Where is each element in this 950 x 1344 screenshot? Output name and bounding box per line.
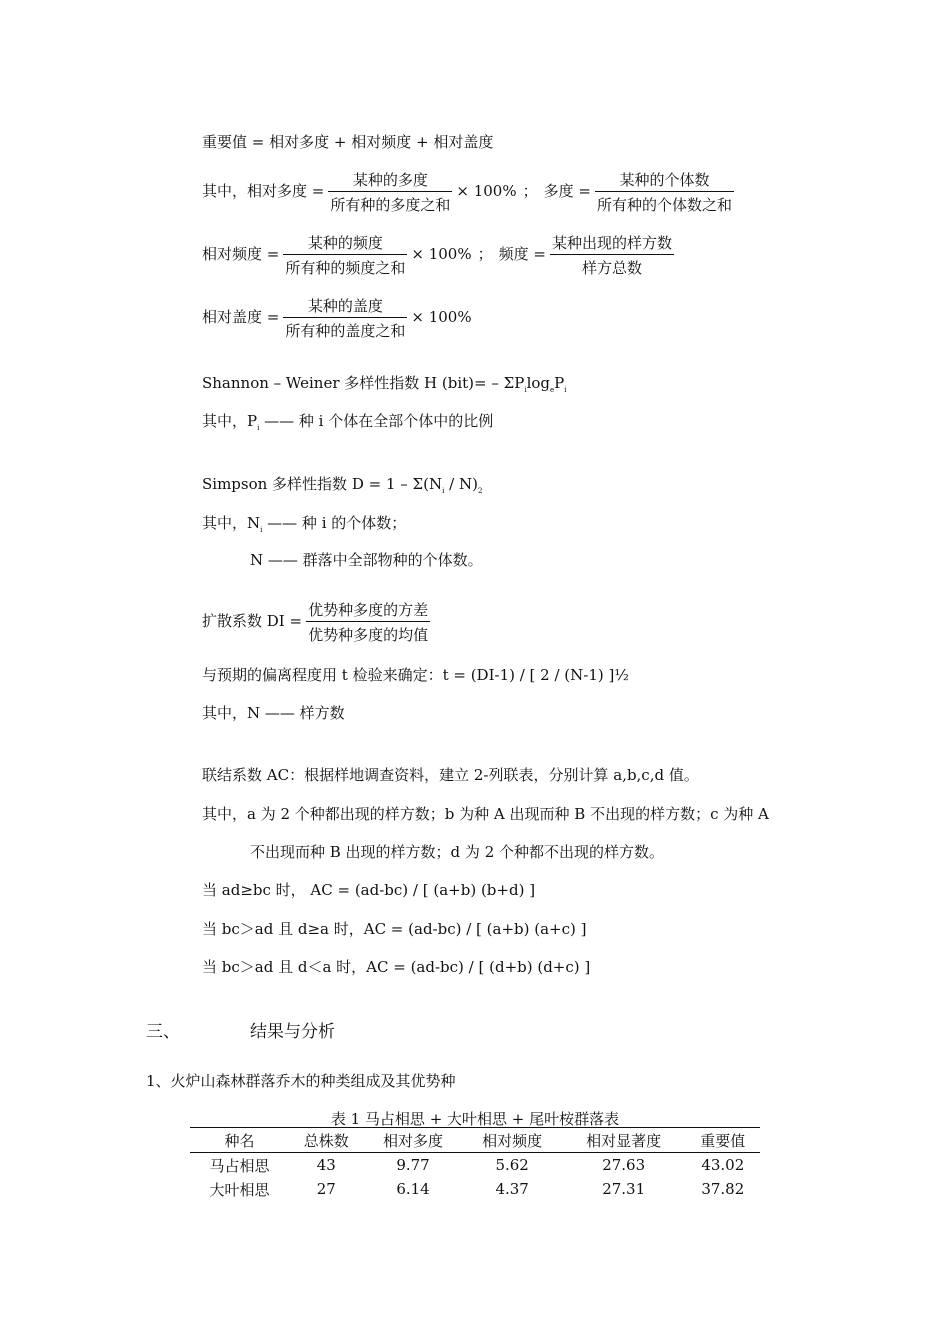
fraction — [550, 232, 674, 278]
n-plots-definition: 其中，N —— 样方数 — [202, 704, 345, 722]
header-importance: 重要值 — [700, 1131, 746, 1150]
ni-definition — [202, 512, 406, 534]
header-rel-frequency: 相对频度 — [482, 1131, 543, 1150]
denominator: 所有种的频度之和 — [285, 259, 406, 277]
subscript: i — [524, 386, 527, 394]
formula-lead: 扩散系数 DI = — [202, 612, 303, 630]
importance-formula: 重要值 = 相对多度 + 相对频度 + 相对盖度 — [202, 133, 494, 151]
formula-lead: 相对盖度 = — [202, 308, 280, 326]
rel-abundance-formula — [202, 169, 738, 215]
times-100: × 100% — [456, 182, 517, 200]
denominator: 优势种多度的均值 — [308, 626, 429, 644]
times-100: × 100% — [411, 245, 472, 263]
ac-case-2: 当 bc＞ad 且 d≥a 时，AC = (ad-bc) / [ (a+b) (a+c) ] — [202, 920, 587, 938]
subscript: i — [564, 386, 567, 394]
table-cell: 27.63 — [602, 1156, 646, 1174]
ac-case-1: 当 ad≥bc 时， AC = (ad-bc) / [ (a+b) (b+d) ] — [202, 881, 536, 899]
table-cell: 大叶相思 — [209, 1180, 270, 1199]
dispersion-formula — [202, 599, 434, 645]
denominator: 所有种的个体数之和 — [596, 196, 732, 214]
pi-text: —— 种 i 个体在全部个体中的比例 — [259, 412, 494, 430]
table-header-row — [190, 1128, 760, 1153]
shannon-text: Shannon – Weiner 多样性指数 H (bit)= – ΣP — [202, 374, 525, 392]
p-text: P — [554, 374, 565, 392]
simpson-text: Simpson 多样性指数 D = 1 – Σ(N — [202, 475, 443, 493]
times-100: × 100% — [411, 308, 472, 326]
subscript: e — [550, 386, 555, 394]
pi-lead: 其中，P — [202, 412, 258, 430]
simpson-formula — [202, 473, 482, 495]
table-caption: 表 1 马占相思 + 大叶相思 + 尾叶桉群落表 — [330, 1110, 620, 1128]
formula-lead: 多度 = — [543, 182, 591, 200]
formula-lead: 相对频度 = — [202, 245, 280, 263]
table-cell: 43 — [316, 1156, 336, 1174]
ac-intro: 联结系数 AC：根据样地调查资料，建立 2-列联表，分别计算 a,b,c,d 值。 — [202, 766, 699, 784]
formula-lead: 频度 = — [498, 245, 546, 263]
fraction — [306, 599, 430, 645]
table-cell: 5.62 — [495, 1156, 529, 1174]
table-cell: 9.77 — [396, 1156, 430, 1174]
numerator: 某种的个体数 — [595, 169, 734, 192]
numerator: 某种出现的样方数 — [550, 232, 674, 255]
header-total: 总株数 — [303, 1131, 349, 1150]
numerator: 某种的盖度 — [283, 295, 407, 318]
header-species: 种名 — [224, 1131, 255, 1150]
formula-lead: 其中，相对多度 = — [202, 182, 325, 200]
table-cell: 马占相思 — [209, 1156, 270, 1175]
table-cell: 4.37 — [495, 1180, 529, 1198]
subscript: 2 — [477, 487, 483, 495]
rel-frequency-formula — [202, 232, 678, 278]
ac-case-3: 当 bc＞ad 且 d＜a 时，AC = (ad-bc) / [ (d+b) (d+c) ] — [202, 958, 591, 976]
separator: ； — [477, 245, 493, 263]
ac-definition-1: 其中，a 为 2 个种都出现的样方数；b 为种 A 出现而种 B 不出现的样方数；c 为种 A — [202, 805, 769, 823]
community-table — [190, 1127, 760, 1201]
ni-lead: 其中，N — [202, 514, 261, 532]
shannon-formula — [202, 372, 567, 394]
subscript: i — [442, 487, 445, 495]
pi-definition — [202, 410, 493, 432]
fraction — [328, 169, 452, 215]
numerator: 某种的多度 — [328, 169, 452, 192]
section-number: 三、 — [146, 1022, 180, 1042]
fraction — [283, 295, 407, 341]
fraction — [595, 169, 734, 215]
numerator: 优势种多度的方差 — [306, 599, 430, 622]
fraction — [283, 232, 407, 278]
n-definition: N —— 群落中全部物种的个体数。 — [250, 551, 483, 569]
t-test-formula: 与预期的偏离程度用 t 检验来确定：t = (DI-1) / [ 2 / (N-1) ]½ — [202, 666, 629, 684]
table-cell: 37.82 — [701, 1180, 745, 1198]
denominator: 所有种的多度之和 — [330, 196, 451, 214]
subsection-title: 1、火炉山森林群落乔木的种类组成及其优势种 — [146, 1072, 456, 1090]
table-cell: 6.14 — [396, 1180, 430, 1198]
subscript: i — [257, 424, 260, 432]
subscript: i — [260, 526, 263, 534]
table-cell: 27.31 — [602, 1180, 646, 1198]
separator: ； — [522, 182, 538, 200]
denominator: 样方总数 — [581, 259, 642, 277]
header-rel-dominance: 相对显著度 — [586, 1131, 662, 1150]
rel-cover-formula — [202, 295, 472, 341]
section-title: 结果与分析 — [250, 1022, 335, 1042]
ni-text: —— 种 i 的个体数； — [262, 514, 407, 532]
table-cell: 27 — [316, 1180, 336, 1198]
header-rel-abundance: 相对多度 — [383, 1131, 444, 1150]
ac-definition-2: 不出现而种 B 出现的样方数；d 为 2 个种都不出现的样方数。 — [250, 843, 665, 861]
table-row — [190, 1153, 760, 1178]
numerator: 某种的频度 — [283, 232, 407, 255]
log-text: log — [526, 374, 551, 392]
table-cell: 43.02 — [701, 1156, 745, 1174]
denominator: 所有种的盖度之和 — [285, 322, 406, 340]
simpson-text-2: / N) — [444, 475, 478, 493]
table-row — [190, 1177, 760, 1201]
